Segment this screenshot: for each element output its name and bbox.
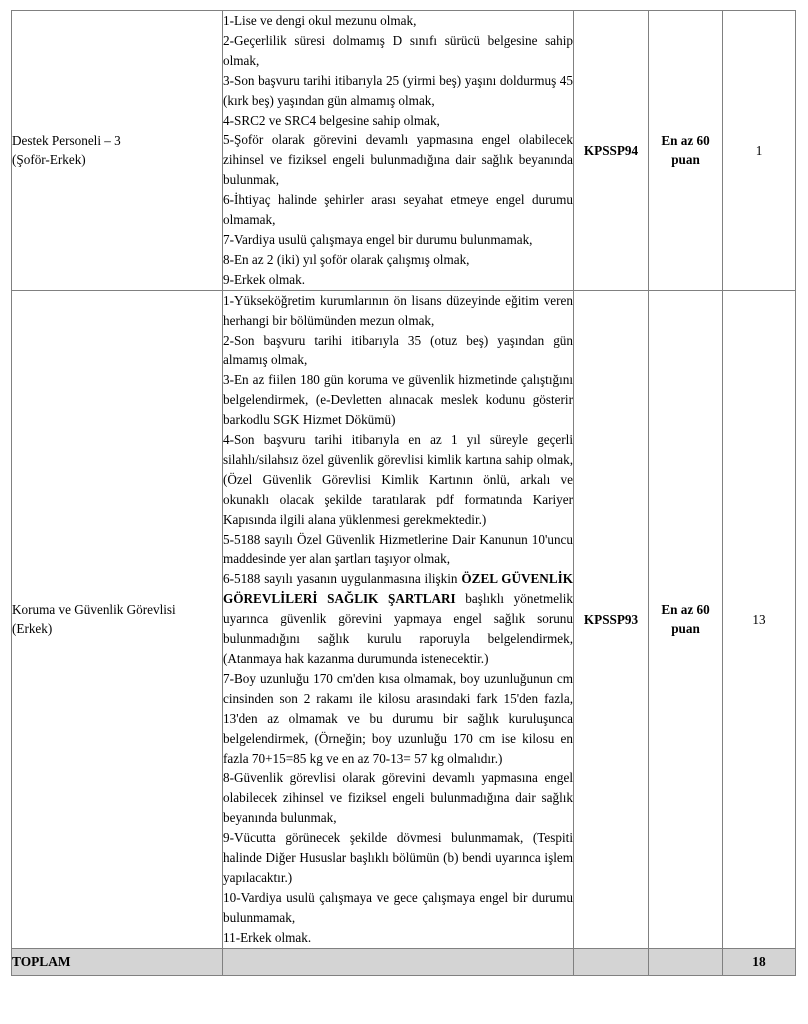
total-label-cell: TOPLAM bbox=[12, 948, 223, 975]
score-type-cell: KPSSP93 bbox=[574, 290, 649, 948]
requirements-text: 1-Yükseköğretim kurumlarının ön lisans düzeyinde eğitim veren herhangi bir bölümünden mezun olmak, 2-Son başvuru tarihi itibarıyla 35 (otuz beş) yaşından gün almamış olmak, 3-En az fiilen 180 gün koruma ve güvenlik hizmetinde çalıştığını belgelendirmek, (e-Devletten alınacak meslek kodunu gösterir barkodlu SGK Hizmet Dökümü) 4-Son başvuru tarihi itibarıyla en az 1 yıl süreyle geçerli silahlı/silahsız özel güvenlik görevlisi kimlik kartına sahip olmak, (Özel Güvenlik Görevlisi Kimlik Kartının önlü, arkalı ve okunaklı olacak şekilde taratılarak pdf formatında Kariyer Kapısında ilgili alana yüklenmesi gerekmektedir.) 5-5188 sayılı Özel Güvenlik Hizmetlerine Dair Kanunun 10'uncu maddesinde yer alan şartları taşıyor olmak, 6-5188 sayılı yasanın uygulanmasına ilişkin ÖZEL GÜVENLİK GÖREVLİLERİ SAĞLIK ŞARTLARI başlıklı yönetmelik uyarınca güvenlik görevini yapmaya engel sağlık sorunu bulunmadığını sağlık kurulu raporuyla belgelendirmek, (Atanmaya hak kazanma durumunda istenecektir.) 7-Boy uzunluğu 170 cm'den kısa olmamak, boy uzunluğunun cm cinsinden son 2 rakamı ile kilosu arasındaki fark 15'den fazla, 13'den az olmamak ve bu durumu bir sağlık kuruluşunca belgelendirmek, (Örneğin; boy uzunluğu 170 cm ise kilosu en fazla 70+15=85 kg ve en az 70-13= 57 kg olmalıdır.) 8-Güvenlik görevlisi olarak görevini devamlı yapmasına engel olabilecek zihinsel ve fiziksel engeli bulunmadığına dair sağlık beyanında bulunmak, 9-Vücutta görünecek şekilde dövmesi bulunmamak, (Tespiti halinde Diğer Hususlar başlıklı bölümün (b) bendi uyarınca işlem yapılacaktır.) 10-Vardiya usulü çalışmaya ve gece çalışmaya engel bir durumu bulunmamak, 11-Erkek olmak. bbox=[223, 292, 574, 945]
table-row bbox=[12, 290, 796, 948]
total-requirements-cell bbox=[223, 948, 574, 975]
requirements-text: 1-Lise ve dengi okul mezunu olmak, 2-Geçerlilik süresi dolmamış D sınıfı sürücü belgesine sahip olmak, 3-Son başvuru tarihi itibarıyla 25 (yirmi beş) yaşını doldurmuş 45 (kırk beş) yaşından gün almamış olmak, 4-SRC2 ve SRC4 belgesine sahip olmak, 5-Şoför olarak görevini devamlı yapmasına engel olabilecek zihinsel ve fiziksel engeli bulunmadığına dair sağlık beyanında bulunmak, 6-İhtiyaç halinde şehirler arası seyahat etmeye engel durumu olmamak, 7-Vardiya usulü çalışmaya engel bir durumu bulunmamak, 8-En az 2 (iki) yıl şoför olarak çalışmış olmak, 9-Erkek olmak. bbox=[223, 13, 573, 287]
total-row bbox=[12, 948, 796, 975]
table-body bbox=[12, 11, 796, 976]
total-min-score-cell bbox=[649, 948, 723, 975]
table-row bbox=[12, 11, 796, 291]
position-title-cell: Destek Personeli – 3 (Şoför-Erkek) bbox=[12, 11, 223, 291]
quantity-cell: 13 bbox=[723, 290, 796, 948]
requirements-cell bbox=[223, 11, 574, 291]
total-quantity-cell: 18 bbox=[723, 948, 796, 975]
position-title-cell: Koruma ve Güvenlik Görevlisi (Erkek) bbox=[12, 290, 223, 948]
total-score-type-cell bbox=[574, 948, 649, 975]
position-requirements-table bbox=[11, 10, 796, 976]
requirements-cell bbox=[223, 290, 574, 948]
min-score-cell: En az 60 puan bbox=[649, 290, 723, 948]
quantity-cell: 1 bbox=[723, 11, 796, 291]
score-type-cell: KPSSP94 bbox=[574, 11, 649, 291]
min-score-cell: En az 60 puan bbox=[649, 11, 723, 291]
